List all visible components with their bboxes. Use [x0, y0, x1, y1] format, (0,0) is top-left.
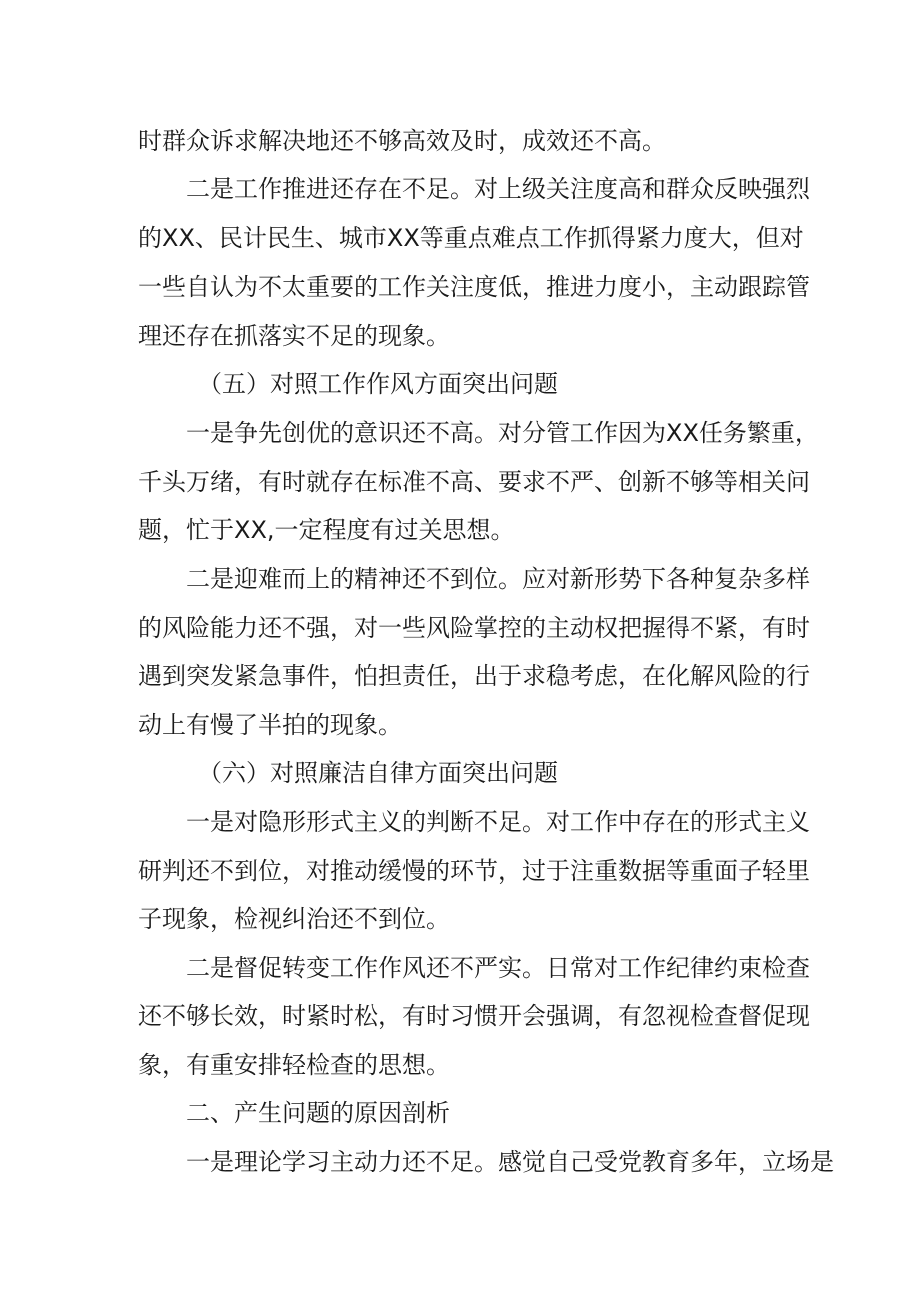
- paragraph-line: 二是工作推进还存在不足。对上级关注度高和群众反映强烈: [186, 175, 810, 203]
- paragraph-line: 一是对隐形形式主义的判断不足。对工作中存在的形式主义: [186, 808, 810, 836]
- paragraph-line: 动上有慢了半拍的现象。: [138, 711, 402, 739]
- section-heading: （五）对照工作作风方面突出问题: [198, 370, 558, 398]
- paragraph-line: 千头万绪，有时就存在标准不高、要求不严、创新不够等相关问: [138, 468, 810, 496]
- paragraph-line: 理还存在抓落实不足的现象。: [138, 322, 450, 350]
- paragraph-line: 二是督促转变工作作风还不严实。日常对工作纪律约束检查: [186, 954, 810, 982]
- paragraph-line: 时群众诉求解决地还不够高效及时，成效还不高。: [138, 127, 666, 155]
- paragraph-line: 一是争先创优的意识还不高。对分管工作因为XX任务繁重，: [186, 419, 819, 447]
- paragraph-line: 题，忙于XX,一定程度有过关思想。: [138, 516, 515, 544]
- paragraph-line: 遇到突发紧急事件，怕担责任，出于求稳考虑，在化解风险的行: [138, 662, 810, 690]
- paragraph-line: 象，有重安排轻检查的思想。: [138, 1051, 450, 1079]
- paragraph-line: 研判还不到位，对推动缓慢的环节，过于注重数据等重面子轻里: [138, 857, 810, 885]
- section-heading: 二、产生问题的原因剖析: [186, 1099, 450, 1127]
- paragraph-line: 二是迎难而上的精神还不到位。应对新形势下各种复杂多样: [186, 565, 810, 593]
- paragraph-line: 一些自认为不太重要的工作关注度低，推进力度小，主动跟踪管: [138, 273, 810, 301]
- section-heading: （六）对照廉洁自律方面突出问题: [198, 759, 558, 787]
- paragraph-line: 的XX、民计民生、城市XX等重点难点工作抓得紧力度大，但对: [138, 224, 804, 252]
- paragraph-line: 还不够长效，时紧时松，有时习惯开会强调，有忽视检查督促现: [138, 1002, 810, 1030]
- paragraph-line: 一是理论学习主动力还不足。感觉自己受党教育多年，立场是: [186, 1148, 834, 1176]
- paragraph-line: 的风险能力还不强，对一些风险掌控的主动权把握得不紧，有时: [138, 614, 810, 642]
- paragraph-line: 子现象，检视纠治还不到位。: [138, 905, 450, 933]
